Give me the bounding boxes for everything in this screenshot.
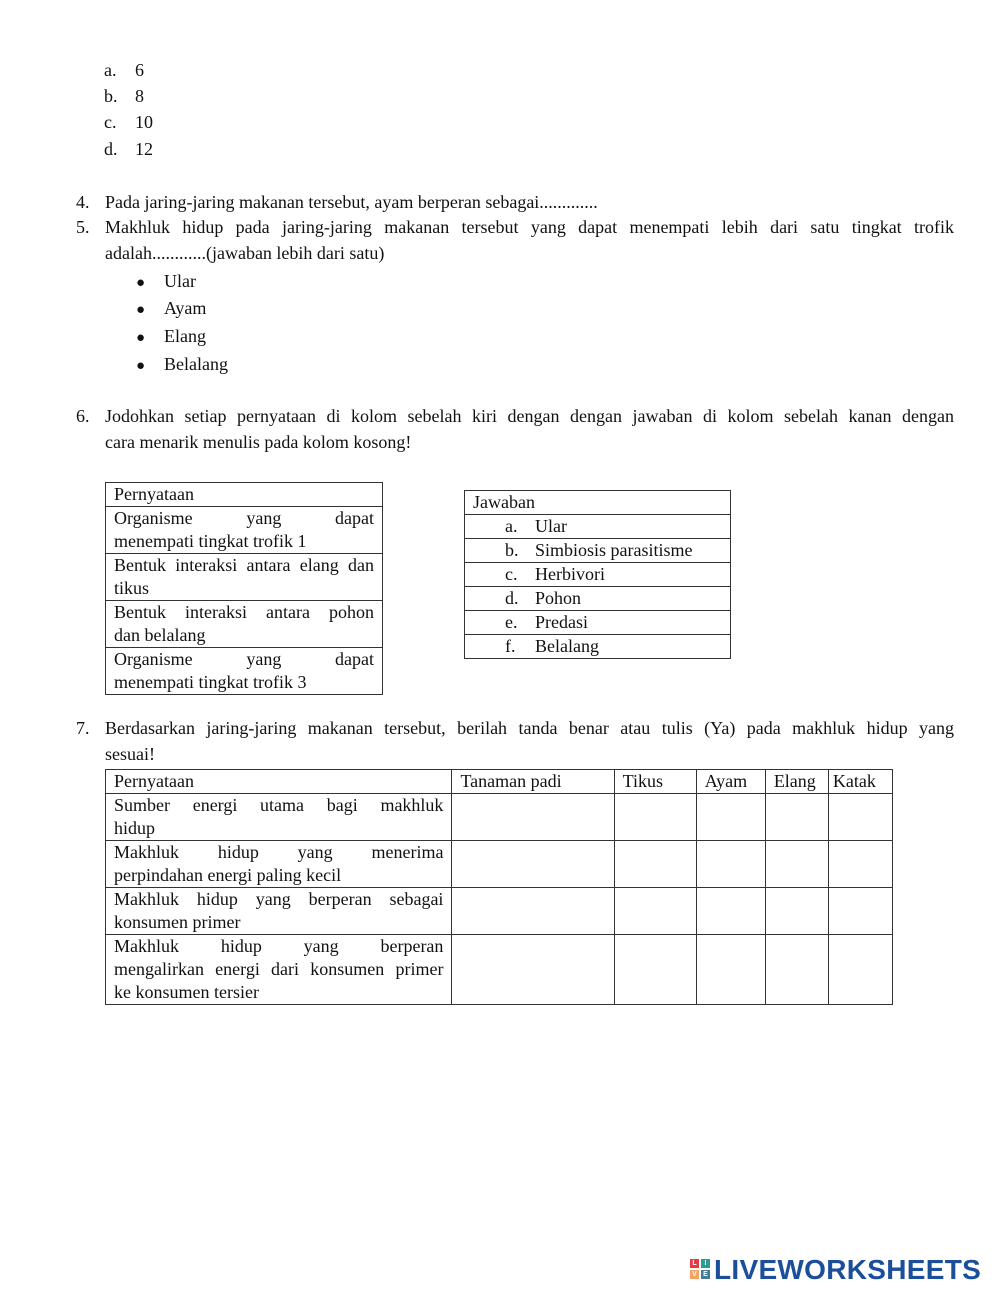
answer-cell[interactable]: [765, 841, 828, 888]
statement-row[interactable]: Bentuk interaksi antara pohon dan belalang: [106, 601, 383, 648]
answer-row[interactable]: d. Pohon: [465, 587, 731, 611]
question-7-number: 7.: [76, 718, 90, 738]
answer-cell[interactable]: [452, 888, 614, 935]
question-7-line1: Berdasarkan jaring-jaring makanan tersebut, berilah tanda benar atau tulis (Ya) pada makhluk hidup yang: [105, 718, 954, 738]
header-ayam: Ayam: [696, 770, 765, 794]
liveworksheets-logo: [690, 1252, 981, 1286]
bullet-icon: ●: [136, 302, 146, 318]
answer-cell[interactable]: [696, 888, 765, 935]
header-tanaman-padi: Tanaman padi: [452, 770, 614, 794]
bullet-item: ● Belalang: [136, 353, 228, 378]
answer-row[interactable]: b. Simbiosis parasitisme: [465, 539, 731, 563]
logo-text: LIVEWORKSHEETS: [714, 1253, 982, 1285]
bullet-item: ● Ular: [136, 270, 196, 295]
bullet-icon: ●: [136, 275, 146, 291]
statement-cell: Makhluk hidup yang berperan sebagai konsumen primer: [106, 888, 452, 935]
answer-header: Jawaban: [465, 491, 731, 515]
question-4-text: Pada jaring-jaring makanan tersebut, ayam berperan sebagai.............: [105, 192, 598, 212]
statement-table: [105, 482, 383, 695]
statement-cell: Makhluk hidup yang menerima perpindahan energi paling kecil: [106, 841, 452, 888]
answer-cell[interactable]: [765, 888, 828, 935]
question-6-line2: cara menarik menulis pada kolom kosong!: [105, 432, 412, 452]
answer-row[interactable]: a. Ular: [465, 515, 731, 539]
question-6-line1: Jodohkan setiap pernyataan di kolom sebelah kiri dengan dengan jawaban di kolom sebelah kanan dengan: [105, 406, 954, 426]
answer-cell[interactable]: [614, 888, 696, 935]
answer-cell[interactable]: [828, 888, 892, 935]
answer-row[interactable]: f. Belalang: [465, 635, 731, 659]
answer-cell[interactable]: [765, 935, 828, 1005]
option-d: d. 12: [104, 139, 153, 159]
header-tikus: Tikus: [614, 770, 696, 794]
answer-cell[interactable]: [696, 935, 765, 1005]
statement-header: Pernyataan: [106, 483, 383, 507]
question-5-line2: adalah............(jawaban lebih dari satu): [105, 243, 385, 263]
answer-table: [464, 490, 731, 659]
answer-cell[interactable]: [828, 794, 892, 841]
statement-row[interactable]: Organisme yang dapat menempati tingkat trofik 3: [106, 648, 383, 695]
answer-cell[interactable]: [452, 794, 614, 841]
statement-row[interactable]: Organisme yang dapat menempati tingkat trofik 1: [106, 507, 383, 554]
option-c: c. 10: [104, 112, 153, 132]
statement-cell: Makhluk hidup yang berperan mengalirkan energi dari konsumen primer ke konsumen tersier: [106, 935, 452, 1005]
question-7-line2: sesuai!: [105, 744, 155, 764]
answer-cell[interactable]: [614, 935, 696, 1005]
answer-cell[interactable]: [614, 794, 696, 841]
question-5-line1: Makhluk hidup pada jaring-jaring makanan tersebut yang dapat menempati lebih dari satu tingkat trofik: [105, 217, 954, 237]
identification-table: [105, 769, 893, 1005]
option-b: b. 8: [104, 86, 144, 106]
header-pernyataan: Pernyataan: [106, 770, 452, 794]
bullet-item: ● Elang: [136, 325, 206, 350]
answer-cell[interactable]: [828, 841, 892, 888]
logo-mark-icon: L I V E: [690, 1259, 710, 1279]
answer-cell[interactable]: [765, 794, 828, 841]
question-5-number: 5.: [76, 217, 90, 237]
question-4-number: 4.: [76, 192, 90, 212]
bullet-icon: ●: [136, 330, 146, 346]
answer-cell[interactable]: [696, 794, 765, 841]
answer-row[interactable]: e. Predasi: [465, 611, 731, 635]
question-6-number: 6.: [76, 406, 90, 426]
answer-row[interactable]: c. Herbivori: [465, 563, 731, 587]
bullet-item: ● Ayam: [136, 297, 206, 322]
answer-cell[interactable]: [452, 841, 614, 888]
header-elang: Elang: [765, 770, 828, 794]
answer-cell[interactable]: [452, 935, 614, 1005]
answer-cell[interactable]: [614, 841, 696, 888]
header-katak: Katak: [828, 770, 892, 794]
statement-cell: Sumber energi utama bagi makhluk hidup: [106, 794, 452, 841]
option-a: a. 6: [104, 60, 144, 80]
bullet-icon: ●: [136, 358, 146, 374]
answer-cell[interactable]: [828, 935, 892, 1005]
answer-cell[interactable]: [696, 841, 765, 888]
statement-row[interactable]: Bentuk interaksi antara elang dan tikus: [106, 554, 383, 601]
